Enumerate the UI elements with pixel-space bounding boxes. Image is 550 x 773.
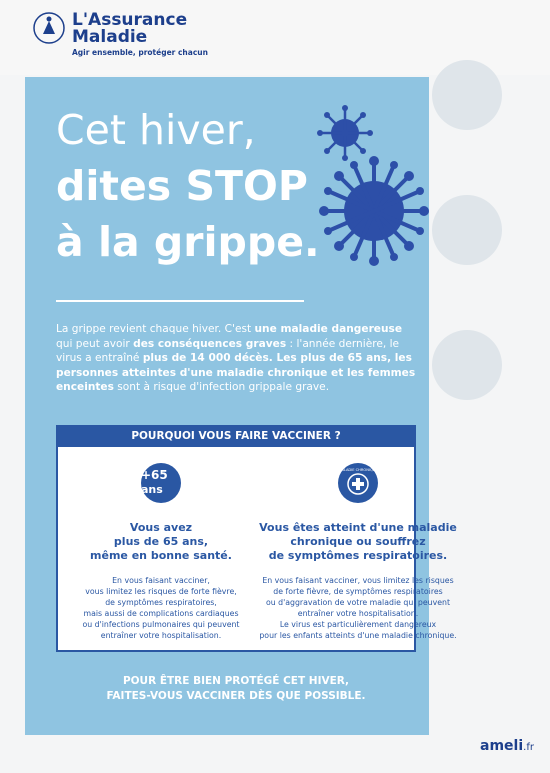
headline: [56, 102, 320, 270]
ameli-link[interactable]: [480, 738, 534, 754]
right-body: En vous faisant vacciner, vous limitez les risques de forte fièvre, de symptômes respiratoires ou d'aggravation de votre maladie qui peuvent entraîner votre hospitalisation. Le virus est particulièrement dangereux pour les enfants atteints d'une maladie chronique.: [259, 576, 457, 640]
reasons-panel: [56, 447, 457, 652]
logo-tagline: Agir ensemble, protéger chacun: [72, 48, 208, 57]
plus-icon: [338, 463, 378, 503]
panel-heading: POURQUOI VOUS FAIRE VACCINER ?: [56, 425, 416, 447]
right-title: Vous êtes atteint d'une maladie chronique ou souffrez de symptômes respiratoires.: [259, 521, 457, 562]
headline-line2: dites STOP: [56, 162, 308, 210]
divider: [56, 300, 304, 302]
left-title: Vous avez plus de 65 ans, même en bonne santé.: [90, 521, 232, 562]
background-circle: [432, 330, 502, 400]
svg-text:MALADIE CHRONIQUE: MALADIE CHRONIQUE: [338, 468, 378, 472]
background-circle: [432, 60, 502, 130]
background-circle: [432, 195, 502, 265]
virus-icon: [316, 104, 374, 162]
left-body: En vous faisant vacciner, vous limitez les risques de forte fièvre, de symptômes respiratoires, mais aussi de complications cardiaques ou d'infections pulmonaires qui peuvent entraîner votre hospitalisation.: [82, 576, 240, 640]
virus-icon: [318, 155, 430, 267]
ameli-tld: .fr: [523, 742, 534, 753]
headline-line1: Cet hiver,: [56, 106, 256, 154]
chronic-disease-badge: [338, 463, 378, 503]
call-to-action: POUR ÊTRE BIEN PROTÉGÉ CET HIVER, FAITES-VOUS VACCINER DÈS QUE POSSIBLE.: [106, 675, 366, 702]
logo-icon: [33, 12, 65, 44]
ameli-site: ameli: [480, 738, 524, 754]
intro-paragraph: La grippe revient chaque hiver. C'est une maladie dangereuse qui peut avoir des conséquences graves : l'année dernière, le virus a entraîné plus de 14 000 décès. Les plus de 65 ans, les personnes atteintes d'une maladie chronique et les femmes enceintes sont à risque d'infection grippale grave.: [56, 323, 416, 393]
age-65-badge: +65 ans: [141, 463, 181, 503]
headline-line3: à la grippe.: [56, 218, 320, 266]
logo-text: L'Assurance Maladie: [72, 10, 188, 47]
